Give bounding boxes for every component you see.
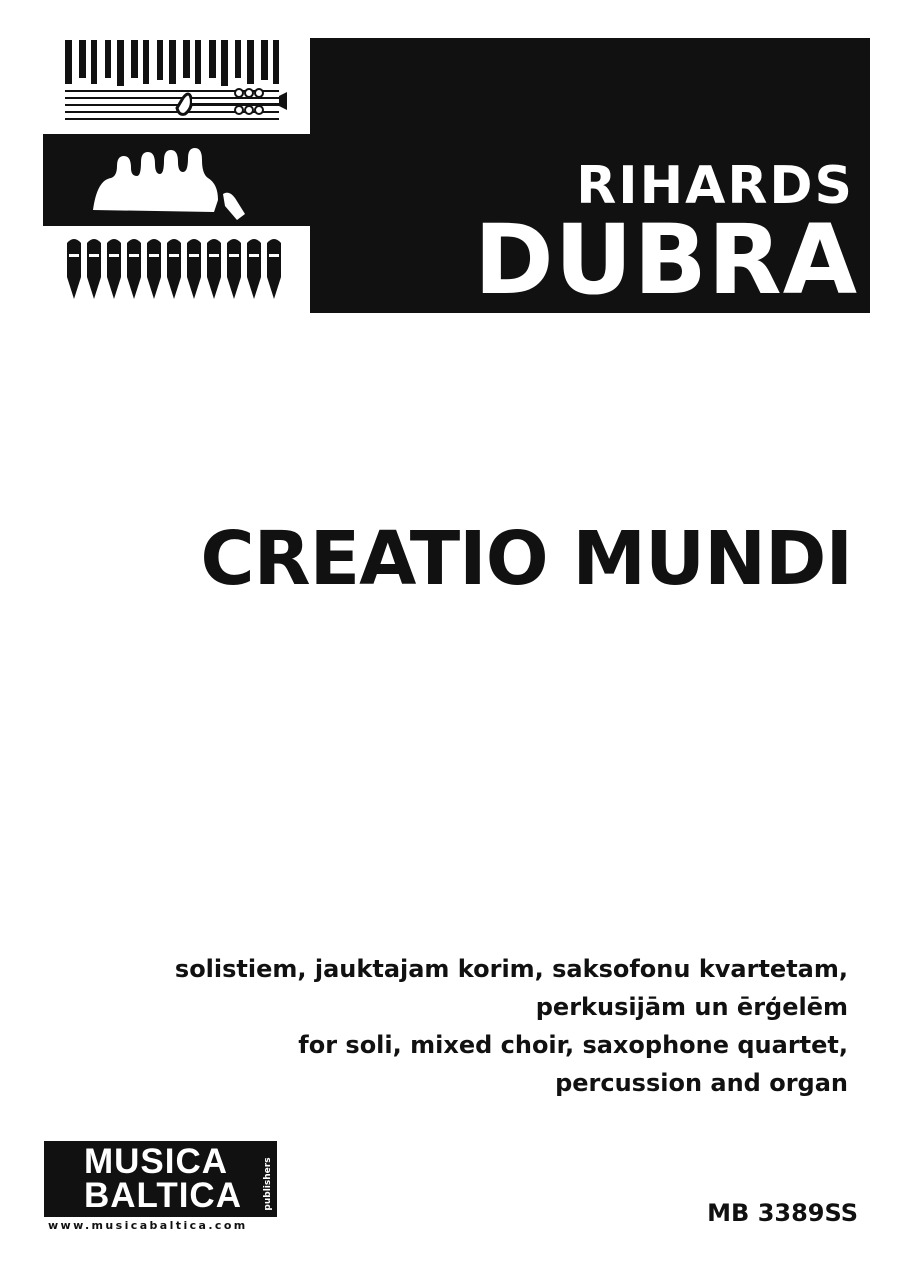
publisher-logo xyxy=(44,1141,277,1217)
instrumentation-latvian-line1: solistiem, jauktajam korim, saksofonu kvartetam, xyxy=(174,955,848,983)
trumpet-icon xyxy=(177,89,287,114)
composer-first-name: RIHARDS xyxy=(576,156,854,216)
catalog-number: MB 3389SS xyxy=(707,1199,858,1227)
instrumentation-block xyxy=(175,950,848,1102)
publisher-name-line2: BALTICA xyxy=(84,1176,242,1215)
publisher-name-line1: MUSICA xyxy=(84,1142,229,1181)
instrumentation-english-line1: for soli, mixed choir, saxophone quartet, xyxy=(298,1031,848,1059)
work-title: CREATIO MUNDI xyxy=(200,516,852,602)
instrumentation-latvian-line2: perkusijām un ērģelēm xyxy=(535,993,848,1021)
composer-last-name: DUBRA xyxy=(473,204,858,316)
organ-pipes-icon xyxy=(67,239,281,299)
publisher-tagline: publishers xyxy=(263,1157,273,1211)
publisher-website: www.musicabaltica.com xyxy=(48,1219,248,1232)
instrumentation-english-line2: percussion and organ xyxy=(555,1069,848,1097)
